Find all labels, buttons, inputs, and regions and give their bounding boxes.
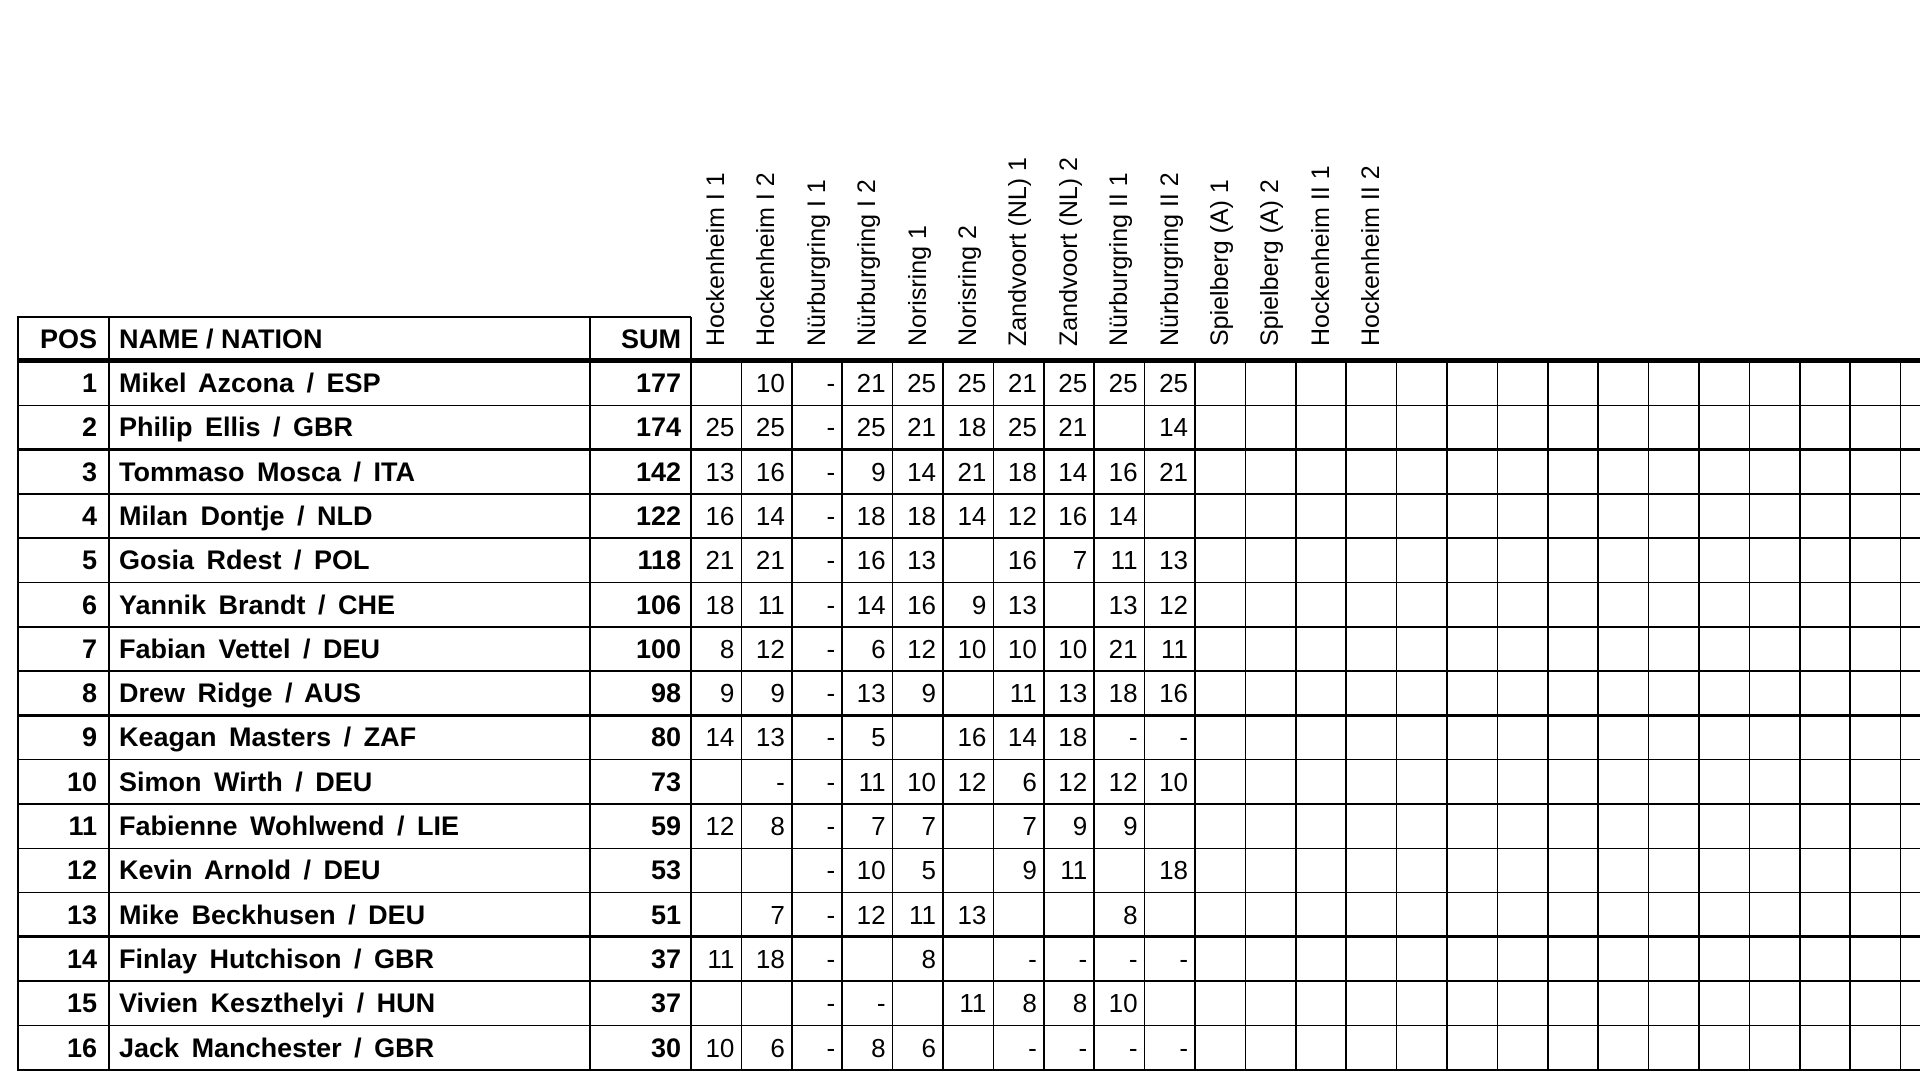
race-score-cell: 12 [1007,500,1037,531]
race-score-cell: 14 [856,589,886,620]
race-header-label: Hockenheim I 2 [752,172,781,346]
race-score-cell: 6 [1022,766,1037,797]
row-sum: 73 [650,766,681,797]
race-score-cell: 8 [719,633,735,664]
race-score-cell: 25 [1007,412,1037,443]
race-score-cell: 13 [705,456,735,487]
race-score-cell: 9 [921,678,936,709]
race-score-cell: 9 [719,678,735,709]
race-score-cell: 9 [871,456,886,487]
row-sum: 106 [635,589,681,620]
race-score-cell: 12 [1108,766,1138,797]
row-divider [17,714,1920,717]
row-divider [17,1069,1920,1071]
race-score-cell: - [826,855,836,886]
race-score-cell: 18 [856,500,886,531]
race-score-cell: 12 [957,766,987,797]
row-pos: 8 [81,678,97,709]
race-header-label: Nürburgring II 2 [1155,172,1184,346]
race-score-cell: 18 [1108,678,1138,709]
race-score-cell: 12 [856,899,886,930]
race-score-cell: - [826,899,836,930]
race-header-label: Norisring 1 [903,225,932,346]
race-score-cell: - [826,589,836,620]
column-divider [1144,359,1146,1070]
race-score-cell: 9 [770,678,785,709]
race-score-cell [943,937,993,981]
race-score-cell: - [826,368,836,398]
race-score-cell: 8 [770,811,785,841]
column-divider [1093,359,1095,1070]
race-score-cell: 16 [755,456,785,487]
row-sum: 98 [650,678,681,709]
race-score-cell: 12 [755,633,785,664]
row-driver-name: Finlay Hutchison / GBR [119,943,435,974]
race-score-cell [691,893,741,937]
race-score-cell: - [826,811,836,841]
race-score-cell [1044,583,1094,627]
race-score-cell: 11 [1009,678,1037,709]
race-score-cell [1145,981,1195,1025]
row-divider [17,493,1920,495]
race-score-cell: - [1179,722,1188,753]
race-score-cell: 18 [1058,722,1088,753]
race-score-cell: - [1179,943,1188,974]
race-score-cell: - [1128,943,1138,974]
race-score-cell: 16 [907,589,936,620]
column-divider [841,359,843,1070]
race-score-cell: - [776,766,785,797]
race-header-label: Zandvoort (NL) 2 [1054,157,1083,346]
race-score-cell: - [826,545,836,576]
row-pos: 7 [81,633,97,664]
row-sum: 177 [635,368,681,398]
column-divider [1547,359,1549,1070]
race-score-cell [691,848,741,892]
race-score-cell: 21 [1159,456,1188,487]
row-driver-name: Kevin Arnold / DEU [119,855,381,886]
race-score-cell: 18 [907,500,936,531]
race-score-cell: 10 [1058,633,1088,664]
race-score-cell [741,848,791,892]
race-score-cell: 13 [1108,589,1138,620]
race-score-cell: - [826,722,836,753]
race-score-cell: 13 [856,678,886,709]
race-score-cell: 9 [1022,855,1037,886]
column-divider [892,359,894,1070]
race-score-cell [1044,893,1094,937]
race-score-cell: 7 [871,811,886,841]
row-pos: 13 [66,899,97,930]
row-driver-name: Jack Manchester / GBR [119,1032,435,1063]
race-header-label: Hockenheim II 1 [1306,165,1335,346]
race-score-cell [993,893,1043,937]
race-score-cell: 13 [957,899,987,930]
race-score-cell: 8 [871,1032,886,1063]
race-score-cell [943,1026,993,1070]
row-pos: 15 [66,988,97,1019]
row-driver-name: Vivien Keszthelyi / HUN [119,988,436,1019]
column-divider [741,359,743,1070]
column-divider [690,317,692,1070]
row-pos: 12 [66,855,97,886]
row-divider [17,892,1920,894]
race-score-cell: - [876,988,886,1019]
row-divider [17,803,1920,805]
column-divider [1345,359,1347,1070]
race-score-cell: 8 [1072,988,1088,1019]
race-score-cell: 21 [705,545,735,576]
column-divider [1043,359,1045,1070]
row-sum: 122 [635,500,681,531]
row-divider [17,935,1920,938]
row-sum: 80 [650,722,681,753]
row-sum: 51 [650,899,681,930]
race-score-cell: 21 [1007,368,1037,398]
race-score-cell: 8 [1022,988,1037,1019]
race-score-cell: 10 [1007,633,1037,664]
race-score-cell: - [826,943,836,974]
row-divider [17,670,1920,672]
race-score-cell: 25 [755,412,785,443]
race-score-cell: - [826,456,836,487]
race-score-cell: - [826,678,836,709]
column-divider [1194,359,1196,1070]
race-score-cell [893,715,943,759]
race-score-cell: 18 [1159,855,1188,886]
race-score-cell: 16 [856,545,886,576]
race-score-cell: 25 [705,412,735,443]
race-score-cell: 11 [959,988,987,1019]
race-score-cell: 21 [907,412,936,443]
column-divider [1597,359,1599,1070]
race-score-cell: 12 [1159,589,1188,620]
race-score-cell: 10 [856,855,886,886]
row-pos: 4 [81,500,97,531]
column-divider [1849,359,1851,1070]
race-header-label: Spielberg (A) 1 [1206,179,1234,346]
race-score-cell [943,804,993,848]
race-score-cell: 12 [1058,766,1088,797]
column-divider [1245,359,1247,1070]
row-pos: 3 [81,456,97,487]
race-score-cell: 10 [705,1032,735,1063]
race-score-cell: 25 [907,368,936,398]
row-pos: 14 [66,943,97,974]
race-score-cell [943,671,993,715]
column-divider [1446,359,1448,1070]
race-score-cell [691,760,741,804]
row-driver-name: Yannik Brandt / CHE [119,589,396,620]
race-score-cell: - [1179,1032,1188,1063]
column-divider [1396,359,1398,1070]
race-score-cell: 13 [1058,678,1088,709]
race-score-cell: 25 [957,368,987,398]
race-score-cell: 13 [1159,545,1188,576]
race-score-cell: 6 [871,633,886,664]
column-divider [1749,359,1751,1070]
row-pos: 2 [81,412,97,443]
column-divider [589,317,591,1070]
row-divider [17,582,1920,584]
race-score-cell: - [826,633,836,664]
race-score-cell: 25 [1159,368,1188,398]
row-pos: 9 [81,722,97,753]
race-score-cell [1145,893,1195,937]
race-score-cell: 10 [907,766,936,797]
row-driver-name: Keagan Masters / ZAF [119,722,417,753]
race-score-cell: 5 [871,722,886,753]
row-driver-name: Mike Beckhusen / DEU [119,899,426,930]
race-header-label: Spielberg (A) 2 [1256,179,1285,346]
race-score-cell: 25 [1058,368,1088,398]
race-score-cell: 9 [1072,811,1088,841]
race-score-cell: 8 [1123,899,1138,930]
race-score-cell: 7 [1072,545,1088,576]
race-score-cell: 13 [755,722,785,753]
row-sum: 142 [635,456,681,487]
race-score-cell: 7 [1022,811,1037,841]
race-score-cell: 10 [1108,988,1138,1019]
race-score-cell: 16 [1058,500,1088,531]
race-score-cell: 6 [921,1032,936,1063]
race-header-label: Norisring 2 [954,225,982,346]
race-score-cell: 10 [957,633,987,664]
row-divider [17,537,1920,539]
race-score-cell: 16 [705,500,735,531]
race-score-cell [1094,848,1144,892]
race-score-cell: - [1128,722,1138,753]
row-sum: 174 [635,412,681,443]
row-pos: 1 [81,368,97,398]
race-score-cell: 21 [755,545,785,576]
row-sum: 30 [650,1032,681,1063]
race-score-cell: 14 [1058,456,1088,487]
row-pos: 10 [66,766,97,797]
race-score-cell [943,538,993,582]
race-score-cell: 16 [1159,678,1188,709]
column-divider [791,359,793,1070]
race-score-cell: 25 [856,412,886,443]
race-score-cell: 10 [755,368,785,398]
race-score-cell: - [1028,943,1037,974]
race-score-cell: - [826,1032,836,1063]
row-pos: 11 [68,811,97,841]
race-score-cell: 14 [907,456,936,487]
race-score-cell: 8 [921,943,936,974]
row-driver-name: Drew Ridge / AUS [119,678,362,709]
race-score-cell: 11 [1160,633,1188,664]
race-score-cell: 21 [1108,633,1138,664]
column-divider [1698,359,1700,1070]
standings-table [17,0,1920,1081]
race-score-cell [842,937,892,981]
race-score-cell: - [1078,1032,1088,1063]
race-score-cell [1094,405,1144,449]
column-divider [993,359,995,1070]
row-driver-name: Fabienne Wohlwend / LIE [119,811,460,841]
row-sum: 118 [637,545,681,576]
race-score-cell [691,981,741,1025]
race-score-cell: 18 [755,943,785,974]
race-score-cell: 14 [1159,412,1188,443]
race-score-cell: 21 [957,456,987,487]
column-divider [1497,359,1499,1070]
row-sum: 53 [650,855,681,886]
race-header-label: Nürburgring I 2 [853,179,882,346]
race-score-cell: 14 [705,722,735,753]
race-score-cell: 7 [921,811,936,841]
race-score-cell: 14 [755,500,785,531]
row-divider [17,759,1920,761]
race-score-cell: 6 [770,1032,785,1063]
race-score-cell: 14 [957,500,987,531]
race-score-cell [893,981,943,1025]
row-divider [17,848,1920,850]
race-score-cell [691,361,741,405]
race-score-cell: - [826,412,836,443]
column-divider [17,317,19,1070]
column-divider [942,359,944,1070]
race-score-cell: 18 [957,412,987,443]
race-score-cell: 14 [1007,722,1037,753]
race-header-label: Zandvoort (NL) 1 [1004,157,1033,346]
race-score-cell: 21 [856,368,886,398]
race-score-cell [943,848,993,892]
column-divider [1900,359,1902,1070]
row-driver-name: Tommaso Mosca / ITA [119,456,416,487]
race-score-cell: 11 [1060,855,1088,886]
column-divider [1799,359,1801,1070]
header-separator [17,358,1920,363]
row-sum: 59 [650,811,681,841]
race-score-cell: - [826,988,836,1019]
race-header-label: Nürburgring II 1 [1105,172,1134,346]
column-divider [1295,359,1297,1070]
race-score-cell: 11 [1110,545,1138,576]
row-divider [17,980,1920,982]
race-score-cell: 25 [1108,368,1138,398]
row-driver-name: Gosia Rdest / POL [119,545,370,576]
row-divider [17,1025,1920,1027]
race-score-cell: 21 [1058,412,1088,443]
race-score-cell: 11 [858,766,886,797]
column-divider [1648,359,1650,1070]
race-score-cell: 16 [1108,456,1138,487]
race-score-cell: 5 [921,855,936,886]
race-score-cell: 11 [757,589,785,620]
race-score-cell: 14 [1108,500,1138,531]
row-divider [17,626,1920,628]
row-pos: 6 [81,589,97,620]
race-score-cell: 9 [1123,811,1138,841]
race-score-cell: 12 [705,811,735,841]
race-score-cell: 13 [907,545,936,576]
row-pos: 5 [81,545,97,576]
race-score-cell: 12 [907,633,936,664]
race-header-label: Hockenheim II 2 [1357,165,1386,346]
row-sum: 37 [650,943,681,974]
race-score-cell: 16 [1007,545,1037,576]
row-driver-name: Mikel Azcona / ESP [119,368,381,398]
race-score-cell [1145,804,1195,848]
header-pos: POS [39,324,97,354]
row-driver-name: Fabian Vettel / DEU [119,633,381,664]
row-sum: 100 [635,633,681,664]
race-score-cell: 18 [1007,456,1037,487]
race-header-label: Nürburgring I 1 [802,179,831,346]
column-divider [108,317,110,1070]
race-score-cell: 10 [1159,766,1188,797]
race-score-cell: - [826,766,836,797]
race-score-cell: - [1028,1032,1037,1063]
header-sum: SUM [621,324,681,354]
row-divider [17,448,1920,451]
race-score-cell: - [1128,1032,1138,1063]
row-driver-name: Simon Wirth / DEU [119,766,373,797]
race-score-cell: 11 [707,943,735,974]
row-divider [17,405,1920,407]
header-name: NAME / NATION [119,324,323,354]
row-sum: 37 [650,988,681,1019]
race-score-cell: 13 [1007,589,1037,620]
race-header-label: Hockenheim I 1 [702,172,730,346]
race-score-cell [741,981,791,1025]
row-driver-name: Milan Dontje / NLD [119,500,373,531]
race-score-cell: 7 [770,899,785,930]
race-score-cell: 11 [908,899,936,930]
race-score-cell: - [826,500,836,531]
race-score-cell: 16 [957,722,987,753]
row-driver-name: Philip Ellis / GBR [119,412,354,443]
race-score-cell: 18 [705,589,735,620]
row-pos: 16 [66,1032,97,1063]
race-score-cell [1145,494,1195,538]
race-score-cell: - [1078,943,1088,974]
race-score-cell: 9 [971,589,987,620]
